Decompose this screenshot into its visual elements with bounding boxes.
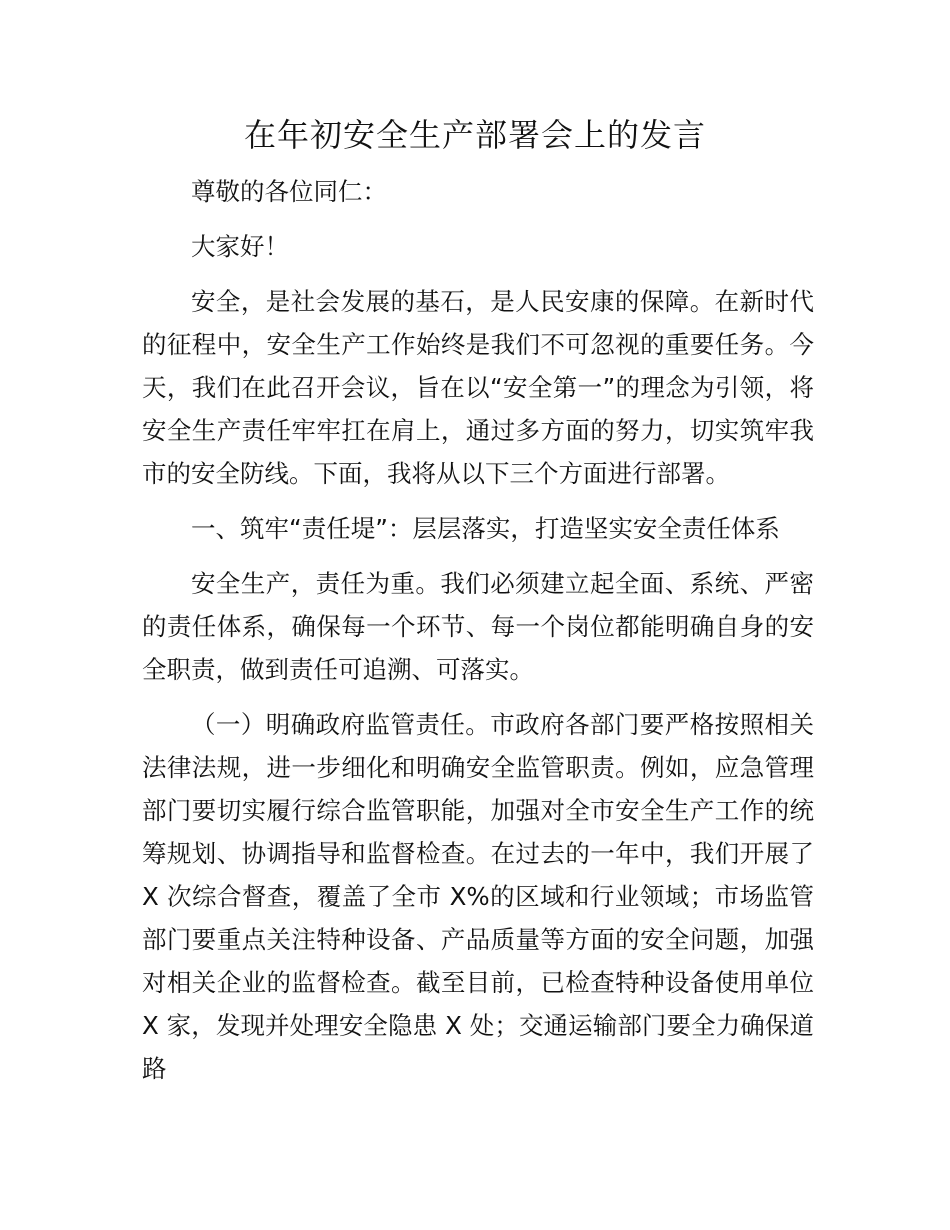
document-title: 在年初安全生产部署会上的发言: [243, 116, 706, 154]
salutation: 尊敬的各位同仁：: [191, 177, 387, 206]
intro-paragraph: 安全，是社会发展的基石，是人民安康的保障。在新时代的征程中，安全生产工作始终是我们不可忽视的重要任务。今天，我们在此召开会议，旨在以“安全第一”的理念为引领，将安全生产责任牢牢扛在肩上，通过多方面的努力，切实筑牢我市的安全防线。下面，我将从以下三个方面进行部署。: [142, 287, 814, 488]
subsection-1-paragraph: （一）明确政府监管责任。市政府各部门要严格按照相关法律法规，进一步细化和明确安全监管职责。例如，应急管理部门要切实履行综合监管职能，加强对全市安全生产工作的统筹规划、协调指导和监督检查。在过去的一年中，我们开展了 X 次综合督查，覆盖了全市 X%的区域和行业领域；市场监管部门要重点关注特种设备、产品质量等方面的安全问题，加强对相关企业的监督检查。截至目前，已检查特种设备使用单位 X 家，发现并处理安全隐患 X 处；交通运输部门要全力确保道路: [142, 710, 814, 1083]
section-1-paragraph: 安全生产，责任为重。我们必须建立起全面、系统、严密的责任体系，确保每一个环节、每一个岗位都能明确自身的安全职责，做到责任可追溯、可落实。: [142, 569, 814, 684]
document-body: [142, 170, 814, 1102]
greeting: 大家好！: [191, 232, 289, 261]
section-heading-1: 一、筑牢“责任堤”：层层落实，打造坚实安全责任体系: [191, 514, 780, 543]
